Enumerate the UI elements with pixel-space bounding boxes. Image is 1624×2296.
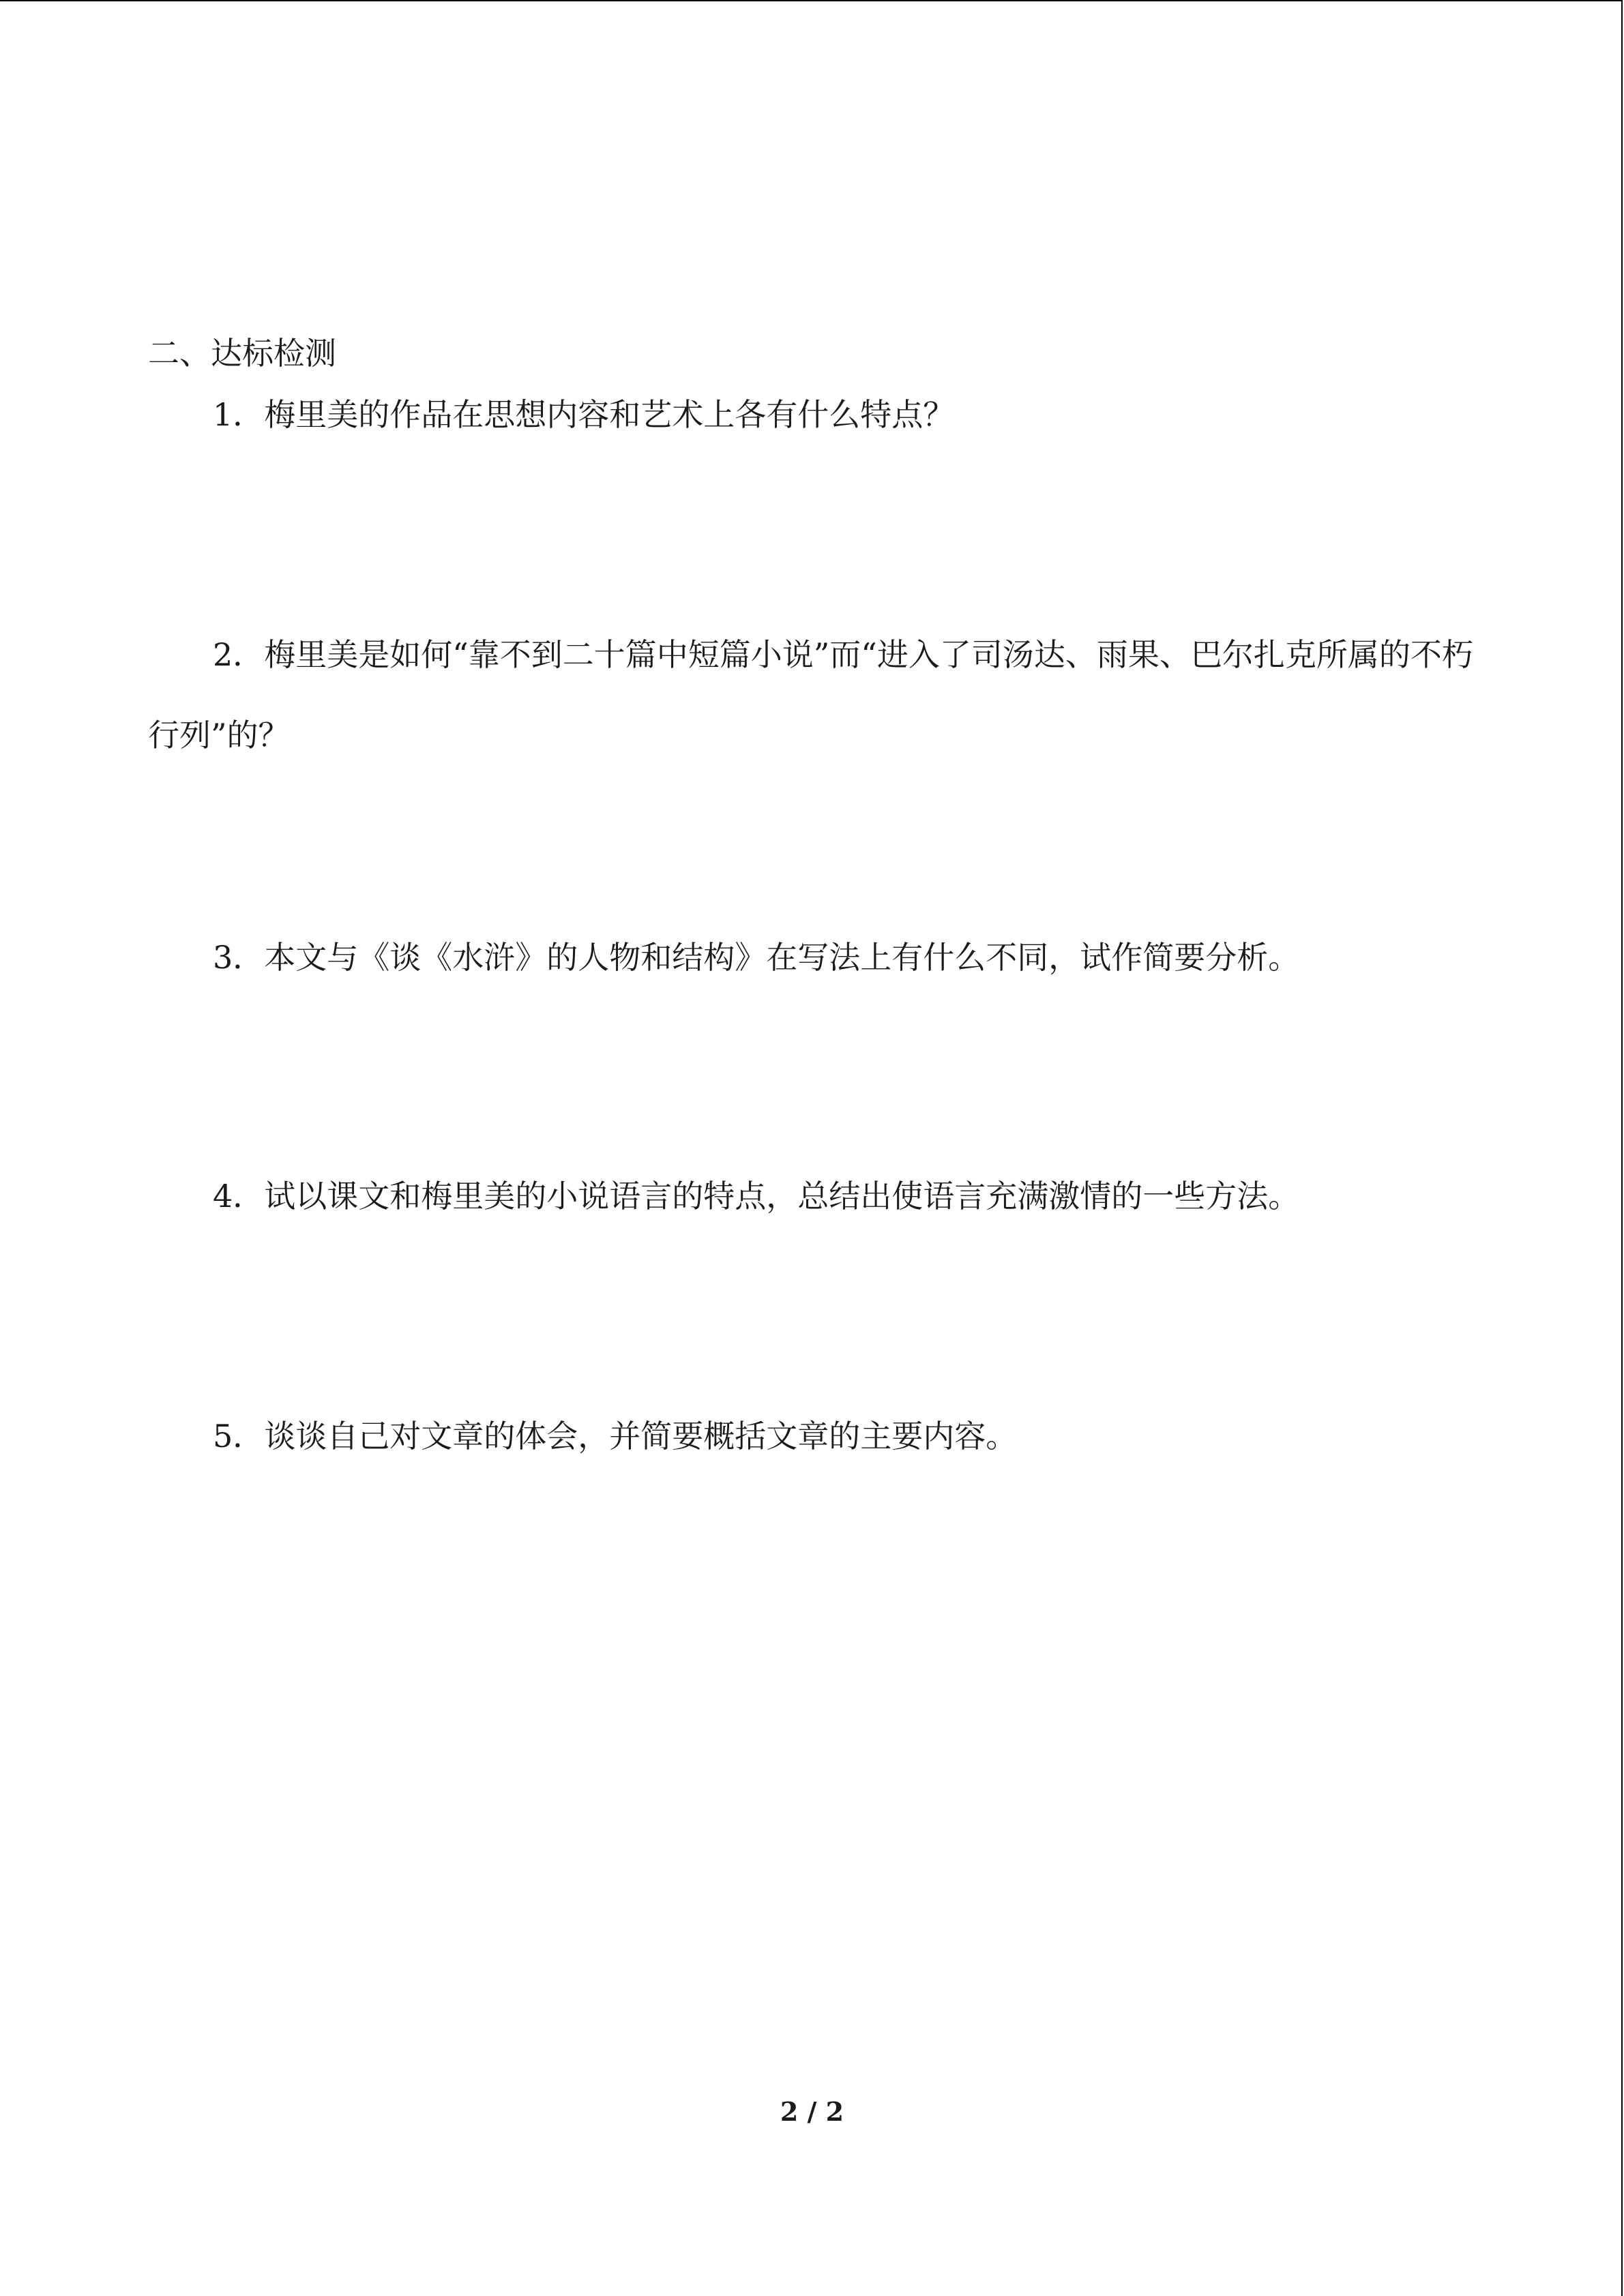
question-4: 4．试以课文和梅里美的小说语言的特点，总结出使语言充满激情的一些方法。 — [213, 1178, 1300, 1214]
question-3: 3．本文与《谈《水浒》的人物和结构》在写法上有什么不同，试作简要分析。 — [213, 939, 1300, 976]
section-heading: 二、达标检测 — [148, 335, 336, 372]
question-2: 2．梅里美是如何“靠不到二十篇中短篇小说”而“进入了司汤达、雨果、巴尔扎克所属的不朽行列”的？ — [148, 636, 1473, 754]
question-5: 5．谈谈自己对文章的体会，并简要概括文章的主要内容。 — [213, 1418, 1018, 1455]
page-number: 2 / 2 — [780, 2096, 844, 2127]
question-1: 1．梅里美的作品在思想内容和艺术上各有什么特点？ — [213, 396, 955, 433]
